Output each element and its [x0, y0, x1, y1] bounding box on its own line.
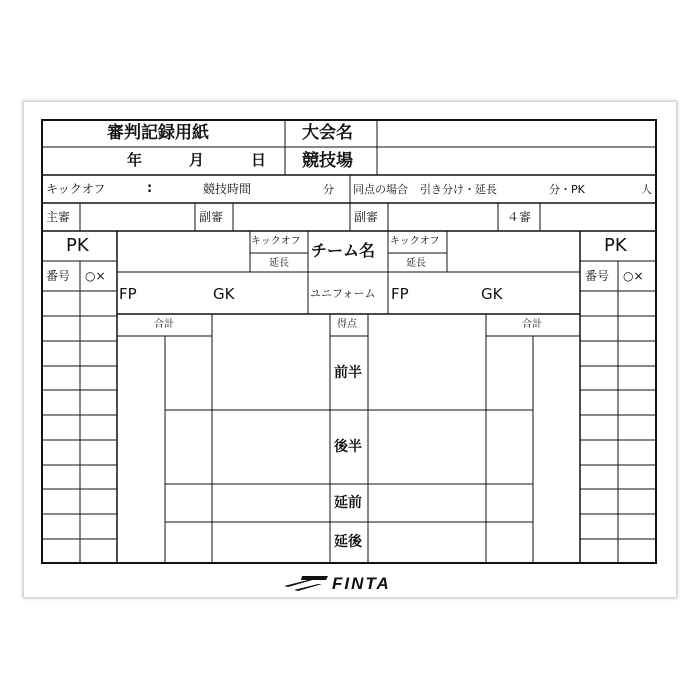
competition-label: 大会名 [302, 123, 353, 143]
minutes-unit: 分 [323, 183, 334, 196]
extra-second-label: 延後 [334, 534, 362, 550]
uniform-label: ユニフォーム [310, 287, 376, 300]
points-label: 得点 [337, 319, 357, 330]
extra-first-label: 延前 [334, 495, 362, 511]
finta-logo [282, 573, 422, 597]
number-left-label: 番号 [46, 269, 71, 283]
kickoff-label: キックオフ [46, 182, 106, 196]
second-half-label: 後半 [334, 439, 362, 455]
assistant1-label: 副審 [199, 210, 224, 224]
tie-options: 引き分け・延長 [420, 183, 497, 196]
month-label: 月 [189, 151, 205, 169]
gk-left-label: GK [213, 285, 235, 303]
venue-label: 競技場 [302, 151, 353, 171]
result-left-label: ○× [85, 269, 106, 283]
pk-minutes: 分・PK [549, 183, 585, 196]
sheet-title: 審判記録用紙 [107, 123, 209, 143]
extension-left-label: 延長 [269, 258, 289, 269]
kickoff-left-label: キックオフ [251, 236, 301, 247]
total-left-label: 合計 [154, 319, 174, 330]
fp-right-label: FP [391, 285, 409, 303]
pk-left-title: PK [66, 235, 89, 256]
team-name-label: チーム名 [311, 241, 376, 260]
total-right-label: 合計 [522, 319, 542, 330]
fp-left-label: FP [119, 285, 137, 303]
logo-text: FINTA [332, 574, 391, 593]
duration-label: 競技時間 [203, 182, 252, 196]
referee-label: 主審 [46, 210, 71, 224]
result-right-label: ○× [623, 269, 644, 283]
time-colon: : [147, 181, 153, 196]
first-half-label: 前半 [334, 365, 362, 381]
number-right-label: 番号 [585, 269, 610, 283]
tie-label: 同点の場合 [353, 183, 408, 196]
finta-mark-icon [282, 573, 422, 593]
pk-right-title: PK [604, 235, 627, 256]
year-label: 年 [127, 151, 143, 169]
kickoff-right-label: キックオフ [390, 236, 440, 247]
people-unit: 人 [641, 183, 652, 196]
extension-right-label: 延長 [406, 258, 426, 269]
gk-right-label: GK [481, 285, 503, 303]
day-label: 日 [251, 151, 267, 169]
assistant2-label: 副審 [354, 210, 379, 224]
fourth-official-label: ４審 [507, 210, 532, 224]
